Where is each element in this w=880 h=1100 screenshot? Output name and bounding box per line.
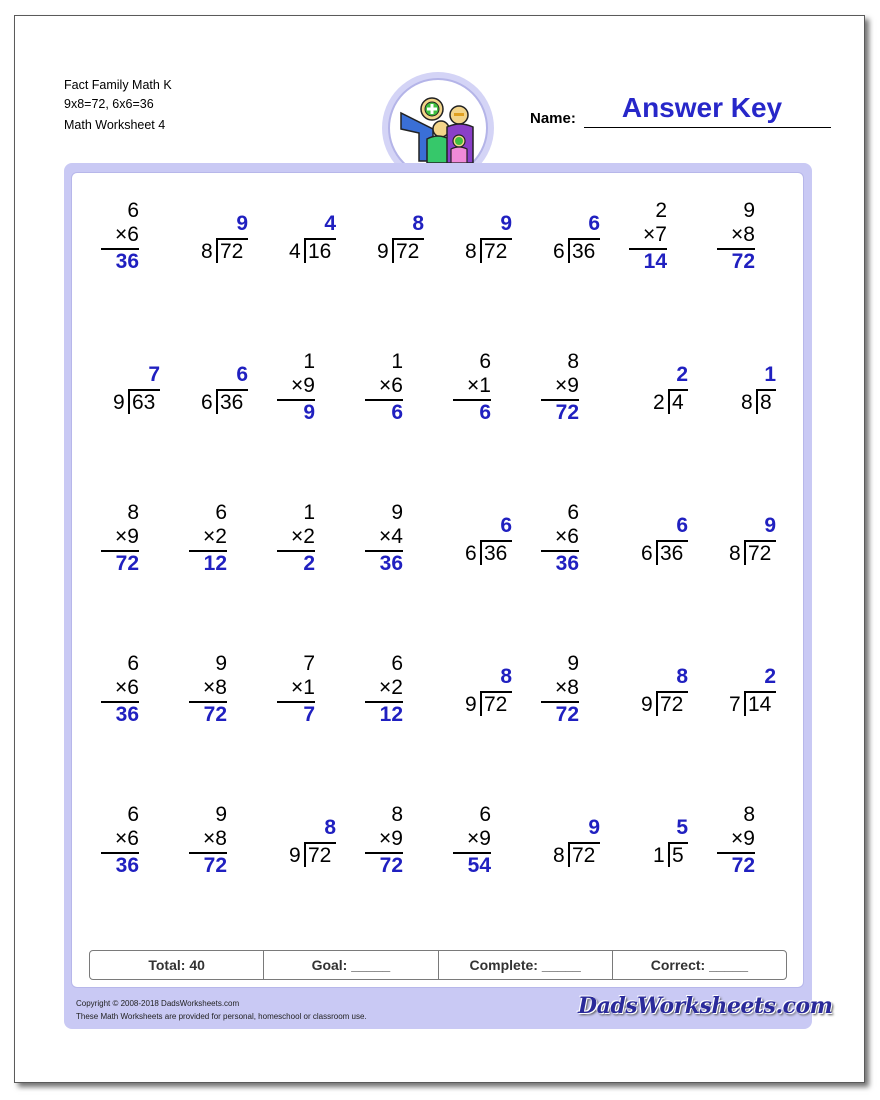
worksheet-subtitle: 9x8=72, 6x6=36: [64, 97, 154, 111]
quotient: 2: [676, 363, 688, 386]
name-label: Name:: [530, 110, 576, 127]
divisor: 8: [201, 240, 213, 263]
answer: 54: [467, 854, 491, 877]
divisor: 9: [113, 391, 125, 414]
multiplication-problem: [438, 803, 526, 883]
factor-top: 2: [655, 199, 667, 222]
quotient: 4: [324, 212, 336, 235]
division-problem: [174, 199, 262, 279]
quotient: 9: [588, 816, 600, 839]
factor-top: 8: [567, 350, 579, 373]
complete-cell[interactable]: Complete: _____: [439, 951, 613, 979]
factor-top: 8: [391, 803, 403, 826]
factor-top: 6: [215, 501, 227, 524]
dividend: 36: [480, 540, 512, 565]
dividend: 36: [216, 389, 248, 414]
factor-bottom: ×2: [379, 676, 403, 699]
division-problem: [702, 501, 790, 581]
factor-top: 6: [479, 803, 491, 826]
factor-bottom: ×9: [731, 827, 755, 850]
dividend: 72: [480, 691, 512, 716]
answer: 2: [303, 552, 315, 575]
factor-top: 1: [303, 350, 315, 373]
answer: 72: [203, 703, 227, 726]
factor-bottom: ×2: [203, 525, 227, 548]
dividend: 14: [744, 691, 776, 716]
factor-top: 8: [743, 803, 755, 826]
quotient: 9: [764, 514, 776, 537]
quotient: 5: [676, 816, 688, 839]
brand-logo: DadsWorksheets.com: [578, 993, 833, 1019]
dividend: 36: [568, 238, 600, 263]
division-problem: [526, 803, 614, 883]
multiplication-problem: [86, 199, 174, 279]
multiplication-problem: [438, 350, 526, 430]
dividend: 72: [480, 238, 512, 263]
answer: 36: [115, 854, 139, 877]
divisor: 9: [465, 693, 477, 716]
answer: 36: [555, 552, 579, 575]
dividend: 8: [756, 389, 776, 414]
answer: 36: [115, 703, 139, 726]
divisor: 7: [729, 693, 741, 716]
multiplication-problem: [526, 501, 614, 581]
factor-bottom: ×6: [115, 676, 139, 699]
multiplication-problem: [86, 652, 174, 732]
goal-cell[interactable]: Goal: _____: [264, 951, 438, 979]
answer: 72: [555, 703, 579, 726]
quotient: 9: [236, 212, 248, 235]
factor-bottom: ×8: [555, 676, 579, 699]
copyright-line: Copyright © 2008-2018 DadsWorksheets.com: [76, 999, 240, 1008]
answer: 72: [555, 401, 579, 424]
answer: 12: [203, 552, 227, 575]
quotient: 7: [148, 363, 160, 386]
divisor: 6: [465, 542, 477, 565]
factor-bottom: ×9: [555, 374, 579, 397]
dividend: 63: [128, 389, 160, 414]
score-bar: [89, 950, 787, 980]
answer: 72: [731, 250, 755, 273]
divisor: 8: [553, 844, 565, 867]
dividend: 72: [216, 238, 248, 263]
divisor: 8: [741, 391, 753, 414]
division-problem: [614, 803, 702, 883]
quotient: 8: [500, 665, 512, 688]
factor-bottom: ×8: [731, 223, 755, 246]
multiplication-problem: [262, 501, 350, 581]
answer: 36: [115, 250, 139, 273]
total-cell: Total: 40: [90, 951, 264, 979]
divisor: 8: [465, 240, 477, 263]
answer: 7: [303, 703, 315, 726]
factor-bottom: ×8: [203, 827, 227, 850]
divisor: 2: [653, 391, 665, 414]
answer-key-heading: Answer Key: [621, 92, 783, 123]
divisor: 8: [729, 542, 741, 565]
dividend: 72: [656, 691, 688, 716]
answer: 36: [379, 552, 403, 575]
answer: 6: [391, 401, 403, 424]
divisor: 1: [653, 844, 665, 867]
dividend: 72: [392, 238, 424, 263]
divisor: 6: [201, 391, 213, 414]
divisor: 4: [289, 240, 301, 263]
multiplication-problem: [350, 501, 438, 581]
answer: 14: [643, 250, 667, 273]
factor-top: 6: [127, 803, 139, 826]
factor-bottom: ×4: [379, 525, 403, 548]
answer: 9: [303, 401, 315, 424]
division-problem: [702, 652, 790, 732]
division-problem: [438, 652, 526, 732]
factor-bottom: ×2: [291, 525, 315, 548]
multiplication-problem: [262, 350, 350, 430]
division-problem: [614, 501, 702, 581]
divisor: 9: [377, 240, 389, 263]
factor-top: 7: [303, 652, 315, 675]
quotient: 8: [412, 212, 424, 235]
answer: 72: [379, 854, 403, 877]
factor-top: 6: [479, 350, 491, 373]
quotient: 9: [500, 212, 512, 235]
factor-top: 6: [567, 501, 579, 524]
factor-bottom: ×6: [379, 374, 403, 397]
multiplication-problem: [702, 803, 790, 883]
multiplication-problem: [174, 501, 262, 581]
factor-top: 6: [391, 652, 403, 675]
factor-bottom: ×9: [291, 374, 315, 397]
factor-bottom: ×7: [643, 223, 667, 246]
multiplication-problem: [174, 803, 262, 883]
quotient: 8: [324, 816, 336, 839]
answer: 72: [731, 854, 755, 877]
factor-top: 9: [215, 652, 227, 675]
factor-bottom: ×8: [203, 676, 227, 699]
worksheet-title: Fact Family Math K: [64, 78, 172, 92]
factor-bottom: ×6: [115, 223, 139, 246]
multiplication-problem: [526, 350, 614, 430]
divisor: 6: [641, 542, 653, 565]
usage-line: These Math Worksheets are provided for personal, homeschool or classroom use.: [76, 1012, 367, 1021]
factor-top: 1: [391, 350, 403, 373]
dividend: 16: [304, 238, 336, 263]
quotient: 6: [236, 363, 248, 386]
division-problem: [262, 803, 350, 883]
dividend: 72: [744, 540, 776, 565]
division-problem: [438, 501, 526, 581]
dividend: 72: [304, 842, 336, 867]
quotient: 8: [676, 665, 688, 688]
divisor: 9: [289, 844, 301, 867]
division-problem: [438, 199, 526, 279]
factor-top: 9: [391, 501, 403, 524]
factor-top: 6: [127, 199, 139, 222]
multiplication-problem: [350, 350, 438, 430]
factor-top: 1: [303, 501, 315, 524]
division-problem: [526, 199, 614, 279]
multiplication-problem: [174, 652, 262, 732]
answer: 6: [479, 401, 491, 424]
multiplication-problem: [86, 803, 174, 883]
multiplication-problem: [614, 199, 702, 279]
worksheet-number: Math Worksheet 4: [64, 118, 166, 132]
division-problem: [262, 199, 350, 279]
dividend: 5: [668, 842, 688, 867]
answer: 72: [203, 854, 227, 877]
answer: 12: [379, 703, 403, 726]
factor-bottom: ×6: [115, 827, 139, 850]
factor-top: 6: [127, 652, 139, 675]
factor-bottom: ×9: [379, 827, 403, 850]
correct-cell[interactable]: Correct: _____: [650, 957, 749, 973]
name-line[interactable]: [584, 127, 831, 128]
multiplication-problem: [350, 652, 438, 732]
dividend: 4: [668, 389, 688, 414]
division-problem: [614, 652, 702, 732]
factor-bottom: ×6: [555, 525, 579, 548]
multiplication-problem: [526, 652, 614, 732]
multiplication-problem: [86, 501, 174, 581]
quotient: 6: [676, 514, 688, 537]
division-problem: [86, 350, 174, 430]
factor-bottom: ×1: [467, 374, 491, 397]
division-problem: [614, 350, 702, 430]
divisor: 9: [641, 693, 653, 716]
quotient: 1: [764, 363, 776, 386]
factor-bottom: ×9: [115, 525, 139, 548]
dividend: 72: [568, 842, 600, 867]
factor-top: 9: [567, 652, 579, 675]
factor-bottom: ×1: [291, 676, 315, 699]
factor-top: 9: [743, 199, 755, 222]
multiplication-problem: [350, 803, 438, 883]
quotient: 6: [588, 212, 600, 235]
dividend: 36: [656, 540, 688, 565]
divisor: 6: [553, 240, 565, 263]
quotient: 2: [764, 665, 776, 688]
factor-top: 9: [215, 803, 227, 826]
division-problem: [702, 350, 790, 430]
division-problem: [174, 350, 262, 430]
quotient: 6: [500, 514, 512, 537]
factor-bottom: ×9: [467, 827, 491, 850]
multiplication-problem: [262, 652, 350, 732]
answer: 72: [115, 552, 139, 575]
factor-top: 8: [127, 501, 139, 524]
division-problem: [350, 199, 438, 279]
multiplication-problem: [702, 199, 790, 279]
